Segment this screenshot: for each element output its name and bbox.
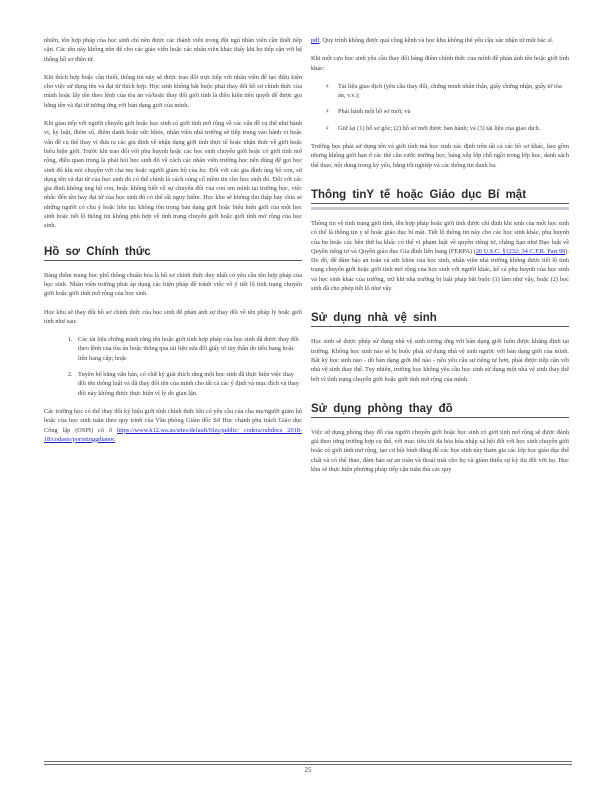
bullet-icon: ♯ xyxy=(326,124,329,132)
page-number: 25 xyxy=(304,766,312,774)
right-paragraph-5: Học sinh sẽ được phép sử dụng nhà vệ sinh tương ứng với bản dạng giới luôn được khẳng định tại trường. Không học sinh nào sẽ bị buộc phải sử dụng nhà vệ sinh ngược với bản dạng giới của mình. Bất kỳ học sinh nào - dù bản dạng giới thế nào - nếu yêu cầu sự riêng tư hơn, phải được tiếp cận với nhà vệ sinh thay thế. Tuy nhiên, trường học không yêu cầu học sinh sử dụng một nhà vệ sinh thay thế bởi vì tình trạng chuyển giới hoặc giới tính mở rộng của mình. xyxy=(311,338,569,383)
ospi-link[interactable]: https://www.k12.wa.us/sites/default/files/public/ codera/rubdocs 2018-18/codaste/poristinggdianoc xyxy=(44,426,302,443)
right-paragraph-6: Việc sử dụng phòng thay đồ của người chuyển giới hoặc học sinh có giới tính mở rộng sẽ được đánh giá theo từng trường hợp cụ thể, với mục tiêu tối đa hóa hòa nhập xã hội đối với học sinh chuyển giới hoặc có giới tính mở rộng, tạo cơ hội bình đẳng để các học sinh này tham gia các lớp học giáo dục thể chất và có thể thao, đảm bảo sự an toàn và thoải mái cho họ và giảm thiểu sự kỳ thị đối với họ. Học khu sẽ thực hiện phương pháp tiếp cận tuân thủ các quy xyxy=(311,428,569,474)
section-heading-restroom-use: Sử dụng nhà vệ sinh xyxy=(311,312,437,325)
right-paragraph-1 xyxy=(311,36,569,45)
section-rule xyxy=(311,203,569,204)
right-paragraph-2: Khi một cựu học sinh yêu cầu thay đổi bảng điểm chính thức của mình để phản ánh tên hoặc giới tính khác: xyxy=(311,55,569,72)
records-list xyxy=(44,335,302,398)
section-rule xyxy=(311,326,569,327)
paragraph-text: Các trường học có thể thay đổi ký hiệu giới tính chính thức khi có yêu cầu của cha mẹ/người giám hộ hoặc của học sinh tuân theo quy trình của Văn phòng Giám đốc Sở Học chánh phụ trách Giáo dục Công lập (OSPI) có ở xyxy=(44,407,302,434)
list-item xyxy=(326,107,569,116)
list-item: 2. Tuyên bố bằng văn bản, có chữ ký giải thích rằng một học sinh đã thực hiện việc thay đổi tên thông luật và đã thay đổi tên của mình cho tất cả các ý định và mục đích và thay đổi này không được thực hiện vì lý do gian lận. xyxy=(74,370,302,398)
right-column xyxy=(311,36,569,483)
list-item xyxy=(326,82,569,101)
list-item-text: Giữ lại (1) hồ sơ gốc; (2) hồ sơ mới được ban hành; và (3) tài liệu của giao dịch. xyxy=(338,124,541,132)
right-paragraph-4 xyxy=(311,219,569,293)
paragraph-text: ). Do đó, để đảm bảo an toàn và sức khỏe của học sinh, nhân viên nhà trường không được tiết lộ tình trạng chuyển giới hoặc giới tính mở rộng của học sinh với người khác, kể cả phụ huynh của học sinh và học sinh khác của trường, trừ khi nhà trường bị luật pháp bắt buộc (1) làm như vậy, hoặc (2) học sinh đã cho phép tiết lộ như vậy. xyxy=(311,247,569,293)
left-column xyxy=(44,36,302,453)
list-item-text: Tài liệu giao dịch (yêu cầu thay đổi, chứng minh nhân thân, giấy chứng nhận, giấy tờ tòa án, v.v.); xyxy=(338,82,562,100)
footer-rule-top xyxy=(44,761,572,762)
pdf-link[interactable]: pdf xyxy=(311,37,320,44)
bullet-icon: ♯ xyxy=(326,108,329,116)
section-rule xyxy=(311,417,569,418)
paragraph-text: Thông tin về tình trạng giới tính, tên hợp pháp hoặc giới tính được chỉ định khi sinh của một học sinh có thể là thông tin y tế hoặc giáo dục bí mật. Tiết lộ thông tin này cho các học sinh khác, phụ huynh của họ hoặc các bên thứ ba khác có thể vi phạm luật về quyền riêng tư, chẳng hạn như Đạo luật về Quyền riêng tư và Quyền giáo dục Gia đình liên bang (FERPA) ( xyxy=(311,219,569,255)
section-heading-official-records: Hồ sơ Chính thức xyxy=(44,245,151,258)
left-paragraph-3: Khi giao tiếp với người chuyển giới hoặc học sinh có giới tính mở rộng về các vấn đề cụ thể như hành vi, kỷ luật, điểm số, điểm danh hoặc sức khỏe, nhân viên nhà trường sẽ tiếp trung vào hành vi hoặc vấn đề cụ thể thay vì đưa ra các giả định về nhận dạng giới tính thực tế hoặc nhận thức về giới hoặc biểu hiện giới. Trước khi trao đổi với phụ huynh hoặc các học sinh chuyển giới hoặc có giới tính mở rộng, điều quan trọng là phải hỏi học sinh đó về cách các nhân viên trường học nên dùng để gọi học sinh đó khi nói chuyện với cha mẹ hoặc người giám hộ của họ. Đối với các gia đình ủng hộ con, sử dụng tên và đại từ của học sinh đó có thể chính là cách củng cố niềm tin cho học sinh đó. Đối với các gia đình không ủng hộ con, hoặc không biết về sự chuyển đổi của con em mình tại trường học, việc nhắc đến tên hay đại từ của học sinh đó có thể rất nguy hiểm. Học khu sẽ không thu thập hay chia sẻ những người có chủ ý hoặc liên tục không tôn trọng bản dạng giới hoặc biểu hiện giới của một học sinh hoặc tiết lộ thông tin không phù hợp về tình trạng chuyển giới hoặc giới tính mở rộng của học sinh. xyxy=(44,120,302,230)
left-paragraph-6 xyxy=(44,407,302,444)
left-paragraph-5: Học khu sẽ thay đổi hồ sơ chính thức của học sinh để phản ánh sự thay đổi về tên pháp lý hoặc giới tính như sau: xyxy=(44,308,302,325)
left-paragraph-1: nhiên, tôn hợp pháp của học sinh chỉ nên được các thành viên trong đội ngũ nhân viên cần thiết tiếp cận. Các tên này không nên để cho các giáo viên hoặc các nhân viên khác thấy khi họ tiếp cận với hệ thống hồ sơ điện tử. xyxy=(44,37,302,63)
right-paragraph-3: Trường học phải sử dụng tên và giới tính mà học sinh xác định trên tất cả các hồ sơ khác, bao gồm nhưng không giới hạn ở các thẻ căn cước trường học, bảng xếp lớp chỗ ngồi trong lớp học, danh sách thể thao, nội dung trong kỷ yếu, bằng tốt nghiệp và các thông tin danh ba. xyxy=(311,143,569,169)
left-paragraph-2: Khi thích hợp hoặc cần thiết, thông tin này sẽ được trao đổi trực tiếp với nhân viên để tạo điều kiện cho việc sử dụng tên và đại từ thích hợp. Học sinh không bắt buộc phải thay đổi hồ sơ chính thức của mình hoặc lấy tên theo lệnh của tòa án và/hoặc thay đổi giới tính là điều kiện tiên quyết để được gọi bằng tên và đại từ tương ứng với bản dạng giới của mình. xyxy=(44,73,302,109)
left-paragraph-4: Bảng điểm trung học phổ thông chuẩn hóa là hồ sơ chính thức duy nhất có yêu cầu tên hợp pháp của học sinh. Nhân viên trường phải áp dụng các biện pháp để tránh việc vô ý tiết lộ tình trạng chuyển giới hoặc giới tính mở rộng của học sinh. xyxy=(44,271,302,298)
ferpa-citation-link[interactable]: 20 U.S.C. §1232; 34 C.F.R. Part 99 xyxy=(475,247,566,255)
paragraph-text: . Quy trình không được quá cồng kềnh và học khu không thể yêu cầu xác nhận từ một bác sĩ. xyxy=(319,37,554,44)
list-item-text: Phát hành một hồ sơ mới; và xyxy=(338,108,411,116)
footer-rule-bottom xyxy=(44,764,572,765)
section-rule xyxy=(44,260,302,261)
list-item: 1. Các tài liệu chứng minh rằng tên hoặc giới tính hợp pháp của học sinh đã được thay đổi theo lệnh của tòa án hoặc thông qua tài liệu sửa đổi giấy tờ tùy thân do tiểu bang hoặc liên bang cấp; hoặc xyxy=(74,335,302,363)
section-heading-locker-room-use: Sử dụng phòng thay đồ xyxy=(311,402,453,415)
section-bar xyxy=(311,207,569,210)
section-heading-confidential-info: Thông tinY tế hoặc Giáo dục Bí mật xyxy=(311,188,527,201)
list-item xyxy=(326,124,569,133)
transcript-bullet-list xyxy=(311,82,569,133)
bullet-icon: ♯ xyxy=(326,82,329,90)
